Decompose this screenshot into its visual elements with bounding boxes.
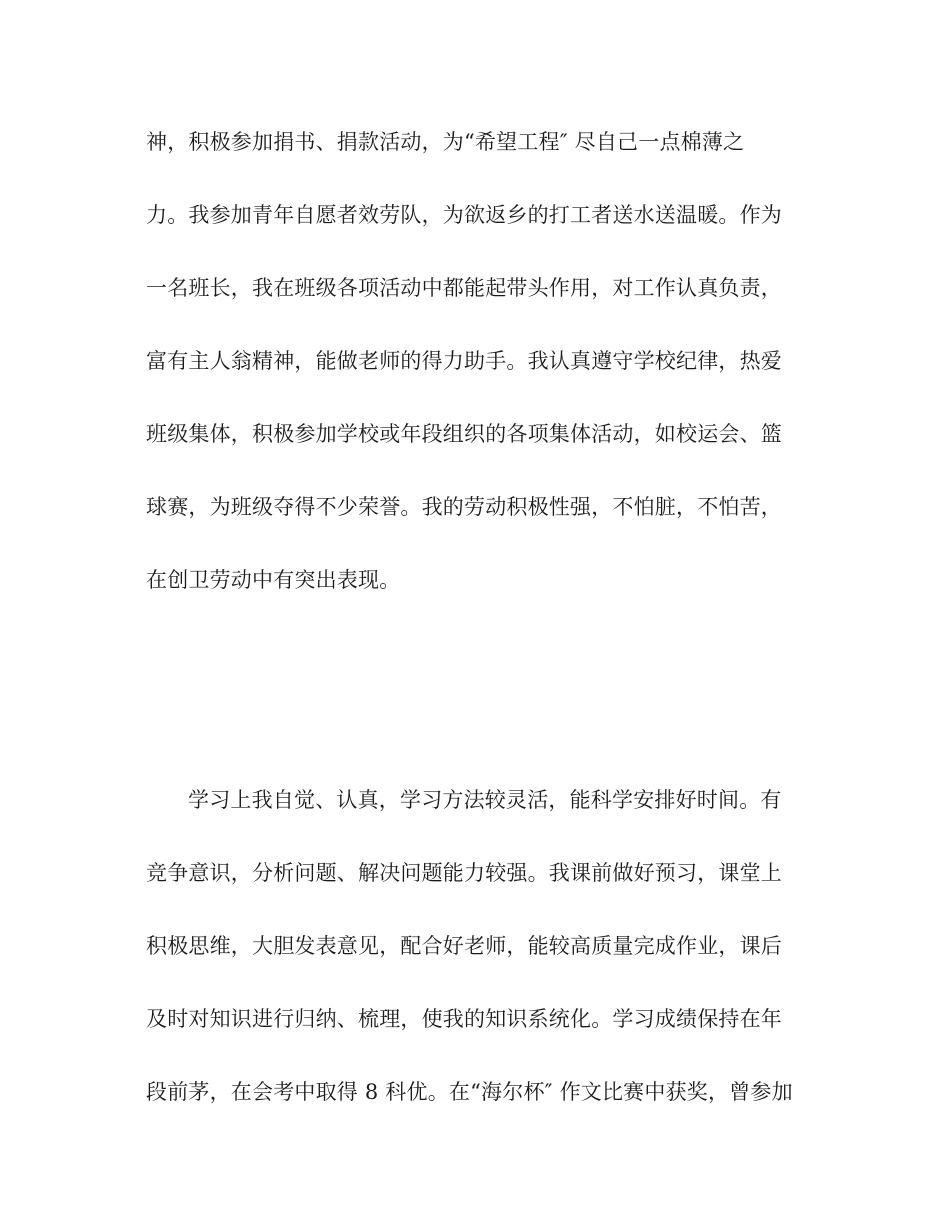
- text-line: 积极思维，大胆发表意见，配合好老师，能较高质量完成作业，课后: [146, 934, 782, 958]
- text-line: 富有主人翁精神，能做老师的得力助手。我认真遵守学校纪律，热爱: [146, 349, 782, 373]
- text-line: 竞争意识，分析问题、解决问题能力较强。我课前做好预习，课堂上: [146, 861, 782, 885]
- text-line: 一名班长，我在班级各项活动中都能起带头作用，对工作认真负责，: [146, 276, 782, 300]
- text-line: 段前茅，在会考中取得 8 科优。在“海尔杯″ 作文比赛中获奖，曾参加: [146, 1080, 793, 1104]
- text-line: 球赛，为班级夺得不少荣誉。我的劳动积极性强，不怕脏，不怕苦，: [146, 495, 782, 519]
- text-line: 力。我参加青年自愿者效劳队，为欲返乡的打工者送水送温暖。作为: [146, 203, 782, 227]
- text-line: 学习上我自觉、认真，学习方法较灵活，能科学安排好时间。有: [188, 788, 782, 812]
- text-line: 及时对知识进行归纳、梳理，使我的知识系统化。学习成绩保持在年: [146, 1007, 782, 1031]
- text-line: 神，积极参加捐书、捐款活动，为“希望工程″ 尽自己一点棉薄之: [146, 130, 745, 154]
- text-line: 在创卫劳动中有突出表现。: [146, 568, 401, 592]
- text-line: 班级集体，积极参加学校或年段组织的各项集体活动，如校运会、篮: [146, 422, 782, 446]
